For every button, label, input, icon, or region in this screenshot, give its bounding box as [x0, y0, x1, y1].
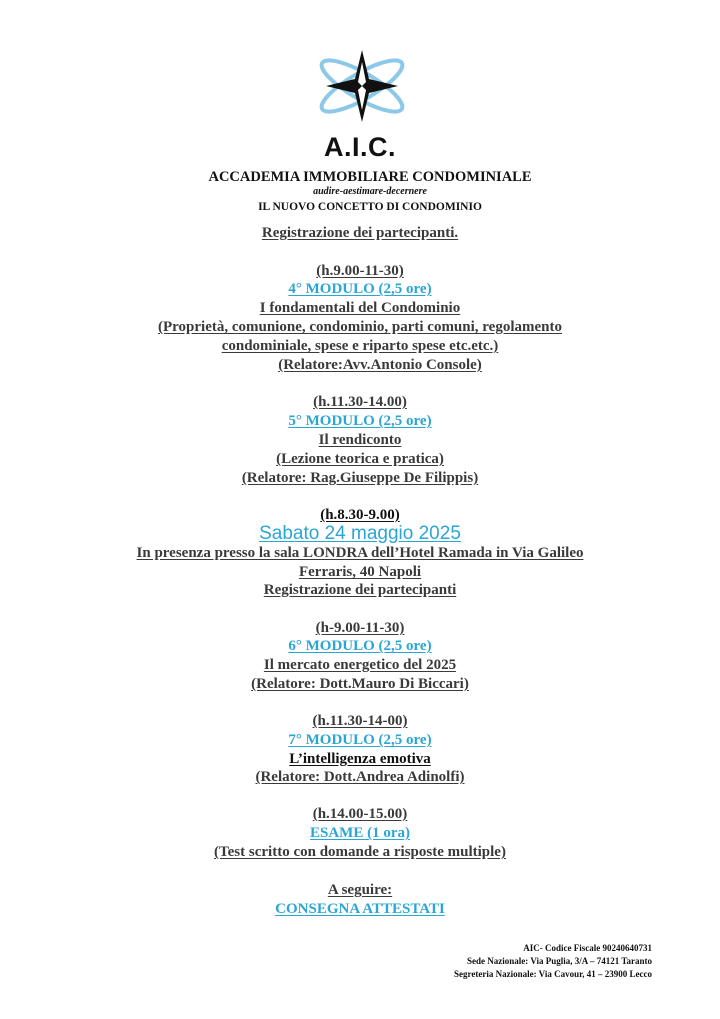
footer-headquarters: Sede Nazionale: Via Puglia, 3/A – 74121 Taranto: [466, 956, 652, 966]
registration-line: Registrazione dei partecipanti.: [261, 225, 459, 241]
day2-date: Sabato 24 maggio 2025: [259, 523, 461, 544]
block4-time: (h.11.30-14-00): [312, 713, 408, 729]
block3-module: 6° MODULO (2,5 ore): [288, 638, 432, 654]
block5-desc: (Test scritto con domande a risposte multiple): [214, 844, 506, 860]
block1-speaker: (Relatore:Avv.Antonio Console): [278, 357, 482, 373]
block1-title: I fondamentali del Condominio: [259, 300, 461, 316]
block4-module: 7° MODULO (2,5 ore): [288, 732, 432, 748]
block2-module: 5° MODULO (2,5 ore): [288, 413, 432, 429]
footer-tax-code: AIC- Codice Fiscale 90240640731: [523, 943, 652, 953]
block5-module: ESAME (1 ora): [310, 825, 410, 841]
org-short-name: A.I.C.: [323, 132, 396, 162]
day2-location-2: Ferraris, 40 Napoli: [298, 564, 422, 580]
block2-desc: (Lezione teorica e pratica): [276, 451, 444, 467]
footer-secretariat: Segreteria Nazionale: Via Cavour, 41 – 23900 Lecco: [454, 969, 652, 979]
block3-title: Il mercato energetico del 2025: [263, 657, 457, 673]
block1-time: (h.9.00-11-30): [316, 263, 404, 279]
block3-speaker: (Relatore: Dott.Mauro Di Biccari): [251, 676, 469, 692]
block1-desc-1: (Proprietà, comunione, condominio, parti comuni, regolamento: [157, 319, 562, 335]
block1-desc-2: condominiale, spese e riparto spese etc.etc.): [221, 338, 499, 354]
day2-location-1: In presenza presso la sala LONDRA dell’Hotel Ramada in Via Galileo: [136, 545, 584, 561]
block5-time: (h.14.00-15.00): [312, 806, 408, 822]
aic-logo: [312, 48, 412, 124]
block4-speaker: (Relatore: Dott.Andrea Adinolfi): [255, 769, 465, 785]
block3-time: (h-9.00-11-30): [315, 620, 405, 636]
org-motto: audire-aestimare-decernere: [313, 186, 427, 197]
block2-title: Il rendiconto: [318, 432, 402, 448]
org-full-name: ACCADEMIA IMMOBILIARE CONDOMINIALE: [208, 169, 532, 185]
closing-action: CONSEGNA ATTESTATI: [275, 901, 445, 917]
block2-time: (h.11.30-14.00): [313, 394, 407, 410]
org-tagline: IL NUOVO CONCETTO DI CONDOMINIO: [258, 201, 482, 213]
block2-speaker: (Relatore: Rag.Giuseppe De Filippis): [241, 470, 479, 486]
block1-module: 4° MODULO (2,5 ore): [288, 281, 432, 297]
day2-time: (h.8.30-9.00): [320, 507, 400, 523]
block4-title: L’intelligenza emotiva: [289, 751, 431, 767]
closing-label: A seguire:: [327, 882, 393, 898]
day2-registration: Registrazione dei partecipanti: [263, 582, 457, 598]
